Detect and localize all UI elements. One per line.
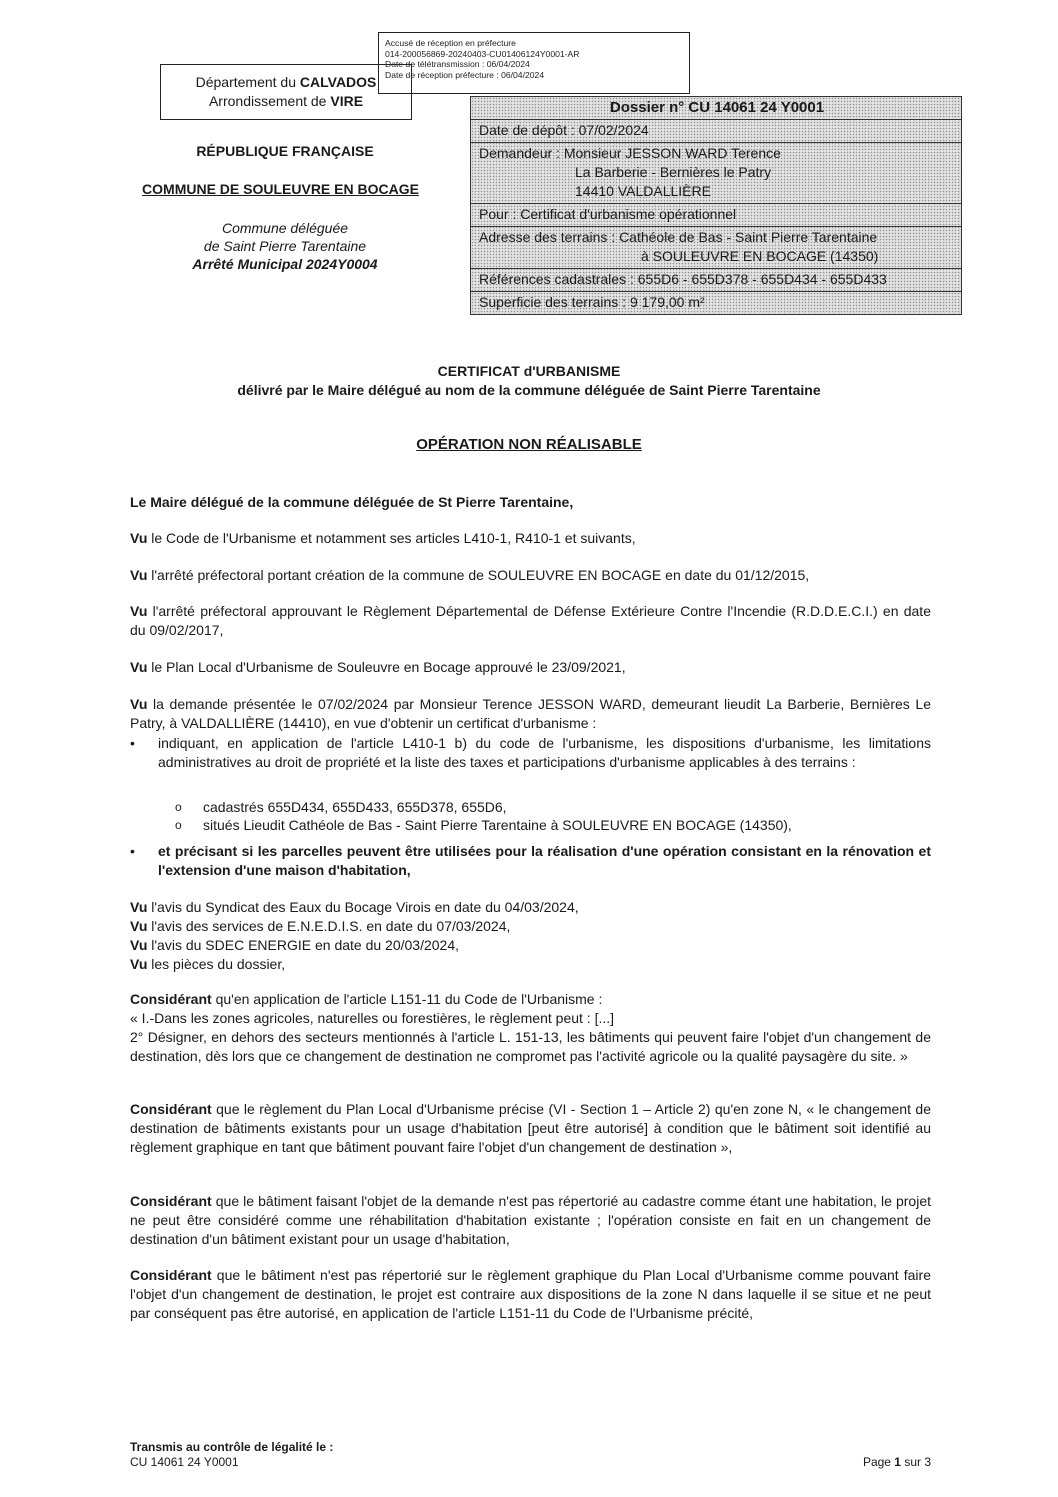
considerant-paragraph: Considérant que le bâtiment n'est pas répertorié sur le règlement graphique du Plan Local d'Urbanisme comme pouvant faire l'objet d'un changement de destination, le projet est contraire aux dispositions de la zone N dans laquelle il se situe et ne peut par conséquent pas être autorisé, en application de l'article L151-11 du Code de l'Urbanisme précité, [130,1267,931,1321]
sub-item: o situés Lieudit Cathéole de Bas - Saint Pierre Tarentaine à SOULEUVRE EN BOCAGE (14350), [175,817,792,833]
adresse-terrains: Adresse des terrains : Cathéole de Bas - Saint Pierre Tarentaine à SOULEUVRE EN BOCAGE (14350) [471,227,961,269]
demandeur: Demandeur : Monsieur JESSON WARD Terence La Barberie - Bernières le Patry 14410 VALDALLIÈRE [471,143,961,204]
vu-paragraph: Vu l'arrêté préfectoral approuvant le Règlement Départemental de Défense Extérieure Contre l'Incendie (R.D.D.E.C.I.) en date du 09/02/2017, [130,603,931,638]
page-number: Page 1 sur 3 [862,1455,931,1469]
department-box [160,64,412,120]
department-line: Département du CALVADOS [195,74,377,90]
sub-item: o cadastrés 655D434, 655D433, 655D378, 655D6, [175,799,507,815]
intro-line: Le Maire délégué de la commune déléguée de St Pierre Tarentaine, [130,494,574,510]
bullet-item: • indiquant, en application de l'article L410-1 b) du code de l'urbanisme, les dispositions d'urbanisme, les limitations administratives au droit de propriété et la liste des taxes et participations d'urbanisme applicables à des terrains : [130,735,931,770]
considerant-paragraph: Considérant que le règlement du Plan Local d'Urbanisme précise (VI - Section 1 – Article 2) qu'en zone N, « le changement de destination de bâtiments existants pour un usage d'habitation [peut être autorisé] à condition que le bâtiment soit identifié au règlement graphique en tant que bâtiment pouvant faire l'objet d'un changement de destination », [130,1101,931,1155]
dossier-info-box [470,96,962,315]
operation-status: OPÉRATION NON RÉALISABLE [416,436,642,453]
vu-paragraph: Vu la demande présentée le 07/02/2024 par Monsieur Terence JESSON WARD, demeurant lieudit La Barberie, Bernières Le Patry, à VALDALLIÈRE (14410), en vue d'obtenir un certificat d'urbanisme : [130,696,931,731]
pour: Pour : Certificat d'urbanisme opérationnel [471,204,961,227]
republique-heading: RÉPUBLIQUE FRANÇAISE [196,143,374,159]
commune-deleguee-name: de Saint Pierre Tarentaine [203,238,367,254]
considerant-paragraph: Considérant que le bâtiment faisant l'objet de la demande n'est pas répertorié au cadastre comme étant une habitation, le projet ne peut être considéré comme une réhabilitation d'habitation existante ; l'opération consiste en fait en un changement de destination d'un bâtiment existant pour un usage d'habitation, [130,1193,931,1247]
stamp-line: Date de télétransmission : 06/04/2024 [385,59,530,69]
vu-paragraph: Vu le Plan Local d'Urbanisme de Souleuvre en Bocage approuvé le 23/09/2021, [130,659,626,675]
vu-paragraph: Vu le Code de l'Urbanisme et notamment ses articles L410-1, R410-1 et suivants, [130,530,636,546]
superficie: Superficie des terrains : 9 179,00 m² [479,294,705,310]
arrete-number: Arrêté Municipal 2024Y0004 [192,256,378,272]
commune-deleguee-block [150,219,420,273]
certificat-heading: CERTIFICAT d'URBANISME [437,363,621,379]
arrondissement-line: Arrondissement de VIRE [208,93,364,109]
footer-transmission: Transmis au contrôle de légalité le : CU 14061 24 Y0001 [130,1440,334,1469]
prefecture-receipt-stamp [378,32,690,94]
avis-list: Vu l'avis du Syndicat des Eaux du Bocage Virois en date du 04/03/2024, Vu l'avis des services de E.N.E.D.I.S. en date du 07/03/2024, Vu l'avis du SDEC ENERGIE en date du 20/03/2024, Vu les pièces du dossier, [130,899,579,972]
references-cadastrales: Références cadastrales : 655D6 - 655D378 - 655D434 - 655D433 [471,269,961,292]
date-depot: Date de dépôt : 07/02/2024 [471,120,961,143]
stamp-line: Accusé de réception en préfecture [385,38,516,48]
dossier-number: Dossier n° CU 14061 24 Y0001 [471,97,961,120]
stamp-line: Date de réception préfecture : 06/04/2024 [385,69,545,80]
certificate-title [0,362,1058,400]
vu-paragraph: Vu l'arrêté préfectoral portant création de la commune de SOULEUVRE EN BOCAGE en date du 01/12/2015, [130,567,810,583]
stamp-line: 014-200056869-20240403-CU01406124Y0001-AR [385,48,580,59]
considerant-paragraph: Considérant qu'en application de l'article L151-11 du Code de l'Urbanisme : « I.-Dans les zones agricoles, naturelles ou forestières, le règlement peut : [...] 2° Désigner, en dehors des secteurs mentionnés à l'article L. 151-13, les bâtiments qui peuvent faire l'objet d'un changement de destination, dès lors que ce changement de destination ne compromet pas l'activité agricole ou la qualité paysagère du site. » [130,991,931,1064]
certificat-subheading: délivré par le Maire délégué au nom de la commune déléguée de Saint Pierre Tarentaine [237,382,821,398]
bullet-item: • et précisant si les parcelles peuvent être utilisées pour la réalisation d'une opération consistant en la rénovation et l'extension d'une maison d'habitation, [130,843,931,878]
commune-heading: COMMUNE DE SOULEUVRE EN BOCAGE [142,181,419,197]
commune-deleguee-label: Commune déléguée [221,220,349,236]
